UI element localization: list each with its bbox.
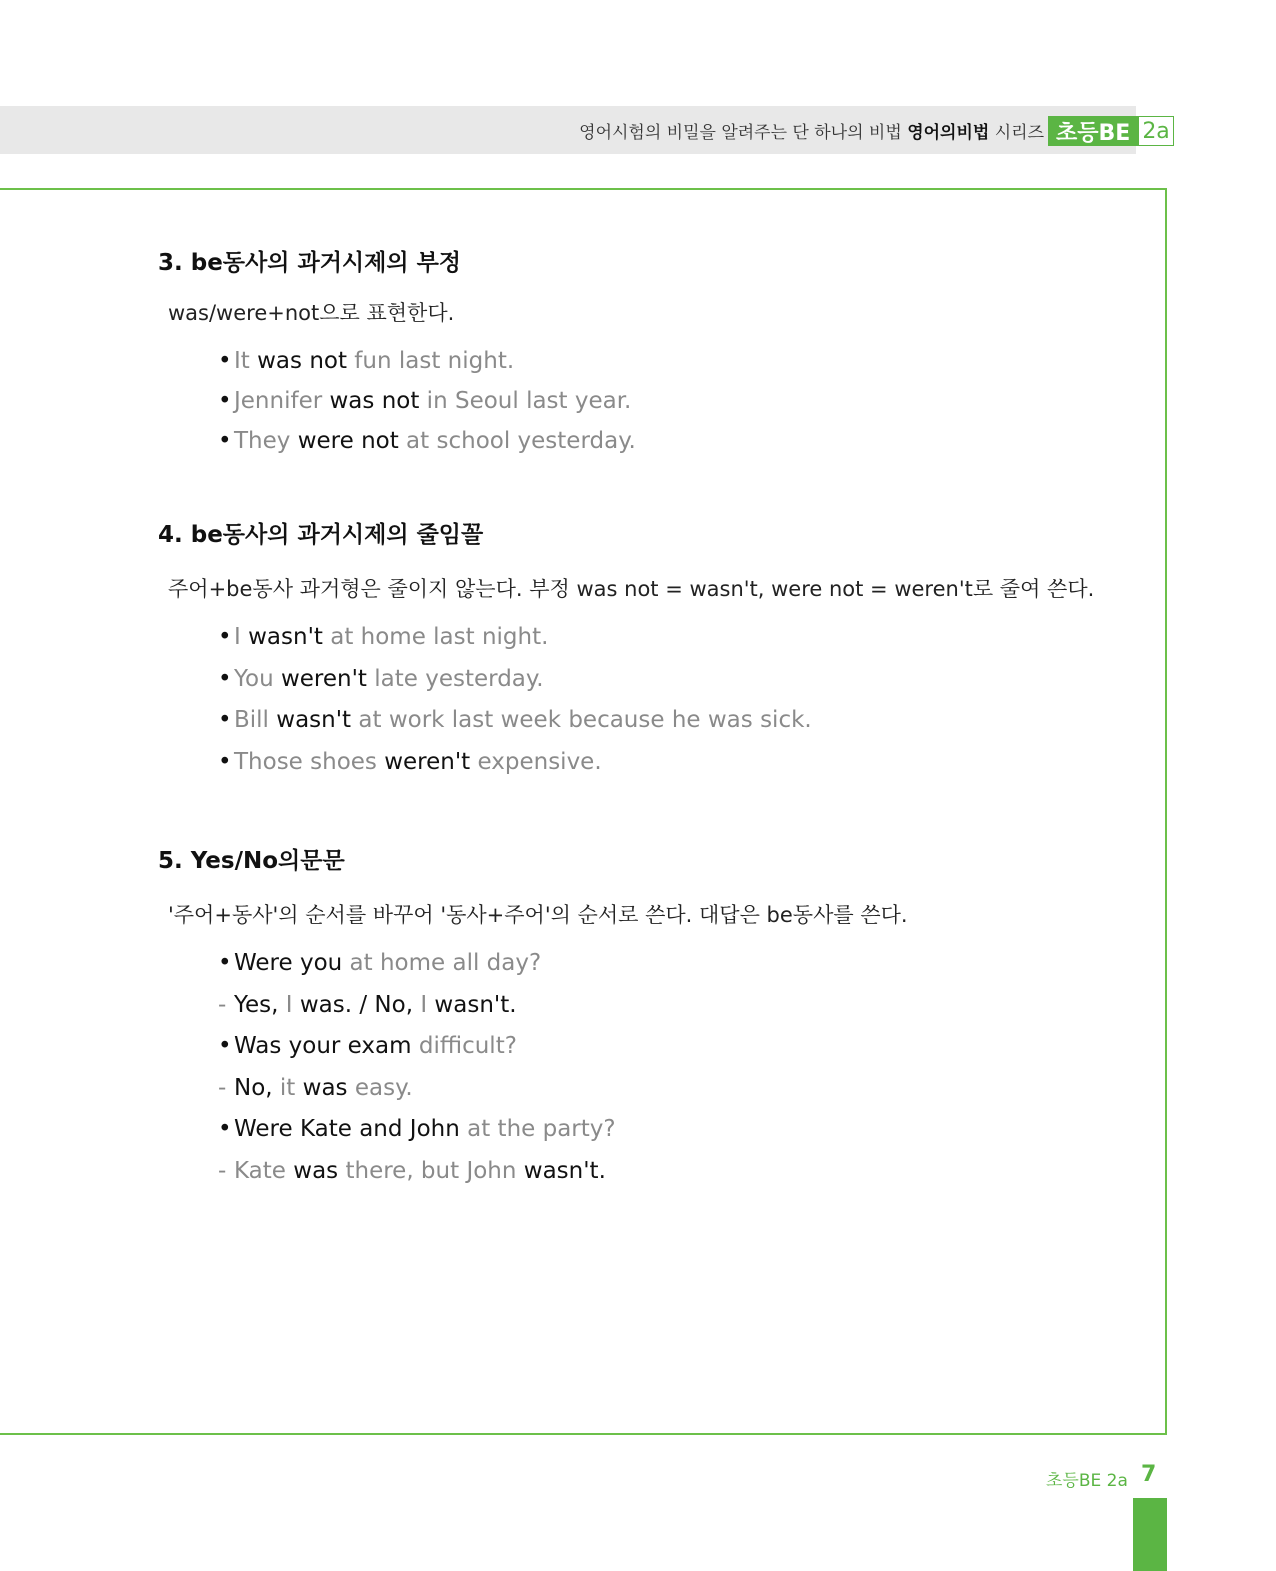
sentence-text: at home all day? <box>342 950 542 976</box>
example-sentence <box>158 742 1094 784</box>
highlighted-verb: weren't <box>384 748 471 775</box>
example-sentence <box>158 341 636 381</box>
sentence-text: at home last night. <box>322 624 549 650</box>
bullet-marker: • <box>218 707 232 733</box>
example-sentence <box>158 381 636 421</box>
highlighted-verb: Yes, <box>234 991 286 1018</box>
sentence-text: in Seoul last year. <box>419 388 632 414</box>
sentence-text: late yesterday. <box>366 665 544 692</box>
sentence-text: Bill <box>234 707 277 733</box>
bullet-marker: • <box>218 428 232 454</box>
page-tab <box>1133 1498 1167 1571</box>
sentence-text: They <box>234 428 298 454</box>
sentence-text: fun last night. <box>347 348 515 374</box>
badge-title: 초등BE <box>1048 116 1138 146</box>
book-badge <box>1048 116 1174 146</box>
example-list <box>158 943 908 1192</box>
highlighted-verb: were not <box>297 428 399 454</box>
highlighted-verb: was. / No, <box>292 991 421 1018</box>
sentence-text: it <box>279 1074 303 1101</box>
section-title: 4. be동사의 과거시제의 줄임꼴 <box>158 522 484 548</box>
section-contractions <box>158 516 1094 783</box>
example-sentence <box>158 700 1094 742</box>
example-sentence <box>158 617 1094 659</box>
sentence-text: Jennifer <box>234 388 330 414</box>
bullet-marker: • <box>218 348 232 374</box>
header-tagline <box>579 118 1044 143</box>
sentence-text: at work last week because he was sick. <box>351 707 812 733</box>
highlighted-verb: was not <box>329 388 420 414</box>
section-title: 3. be동사의 과거시제의 부정 <box>158 250 462 276</box>
sentence-text: difficult? <box>411 1033 517 1059</box>
sentence-text: Those shoes <box>234 748 385 775</box>
bullet-marker: • <box>218 748 232 775</box>
example-sentence <box>158 1026 908 1068</box>
highlighted-verb: wasn't <box>276 707 352 733</box>
highlighted-verb: was <box>293 1157 339 1184</box>
example-sentence <box>158 1109 908 1151</box>
answer-dash: - <box>218 1074 227 1101</box>
sentence-text: It <box>234 348 258 374</box>
sentence-text: I <box>234 624 249 650</box>
example-list <box>158 617 1094 783</box>
answer-dash: - <box>218 991 227 1018</box>
sentence-text: there, but John <box>338 1157 524 1184</box>
highlighted-verb: was <box>302 1074 348 1101</box>
section-description: was/were+not으로 표현한다. <box>168 301 455 325</box>
bullet-marker: • <box>218 1116 232 1142</box>
sentence-text: expensive. <box>470 748 602 775</box>
example-sentence <box>158 659 1094 701</box>
highlighted-verb: Were you <box>234 950 343 976</box>
example-sentence <box>158 985 908 1027</box>
page-number: 7 <box>1141 1462 1157 1487</box>
section-description: '주어+동사'의 순서를 바꾸어 '동사+주어'의 순서로 쓴다. 대답은 be동사를 쓴다. <box>168 903 908 927</box>
example-list <box>158 341 636 461</box>
example-sentence <box>158 943 908 985</box>
sentence-text: easy. <box>347 1074 413 1101</box>
bullet-marker: • <box>218 1033 232 1059</box>
header-tagline-text: 영어시험의 비밀을 알려주는 단 하나의 비법 <box>579 123 902 143</box>
highlighted-verb: weren't <box>280 665 367 692</box>
example-sentence <box>158 1068 908 1110</box>
section-title: 5. Yes/No의문문 <box>158 848 345 874</box>
bullet-marker: • <box>218 665 232 692</box>
sentence-text: You <box>234 665 281 692</box>
sentence-text: Kate <box>234 1157 294 1184</box>
sentence-text: at the party? <box>459 1116 616 1142</box>
highlighted-verb: Was your exam <box>234 1033 412 1059</box>
bullet-marker: • <box>218 950 232 976</box>
highlighted-verb: was not <box>257 348 347 374</box>
highlighted-verb: wasn't <box>248 624 323 650</box>
series-name: 영어의비법 <box>907 123 990 143</box>
example-sentence <box>158 421 636 461</box>
section-past-negative <box>158 244 636 461</box>
section-yes-no-questions <box>158 842 908 1192</box>
sentence-text: at school yesterday. <box>398 428 636 454</box>
series-suffix: 시리즈 <box>994 123 1044 143</box>
sentence-text: I <box>285 991 293 1018</box>
highlighted-verb: wasn't. <box>523 1157 606 1184</box>
highlighted-verb: wasn't. <box>427 991 517 1018</box>
badge-level: 2a <box>1138 116 1173 146</box>
sentence-text: I <box>420 991 428 1018</box>
highlighted-verb: Were Kate and John <box>234 1116 460 1142</box>
highlighted-verb: No, <box>234 1074 280 1101</box>
bullet-marker: • <box>218 388 232 414</box>
section-description: 주어+be동사 과거형은 줄이지 않는다. 부정 was not = wasn't, were not = weren't로 줄여 쓴다. <box>168 577 1095 601</box>
footer-book-label: 초등BE 2a <box>1046 1471 1128 1491</box>
example-sentence <box>158 1151 908 1193</box>
answer-dash: - <box>218 1157 227 1184</box>
bullet-marker: • <box>218 624 232 650</box>
